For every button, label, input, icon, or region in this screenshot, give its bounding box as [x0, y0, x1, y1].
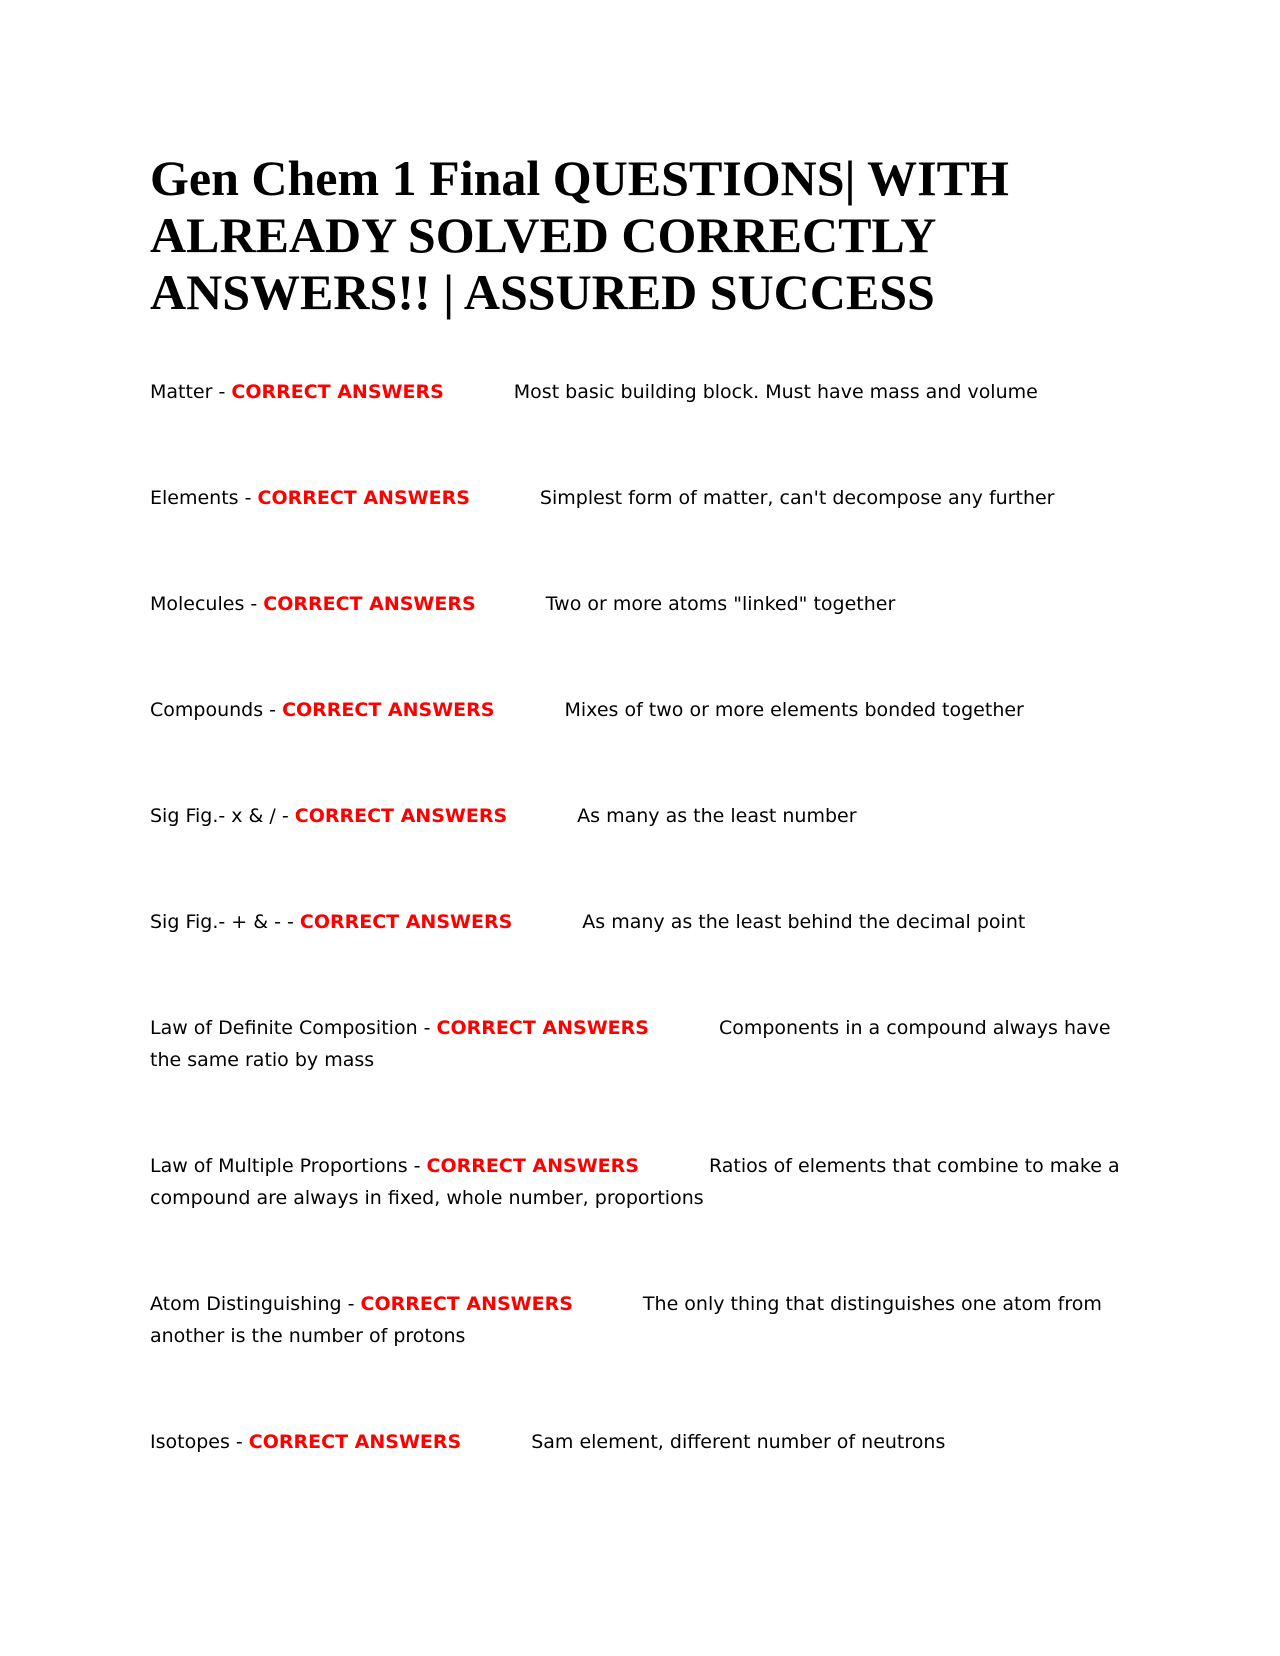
qa-item-isotopes [150, 1426, 1130, 1458]
qa-item-elements [150, 482, 1130, 514]
answer-tag: CORRECT ANSWERS [294, 805, 508, 827]
answer-text: Two or more atoms "linked" together [545, 593, 896, 615]
answer-text: Most basic building block. Must have mass and volume [513, 381, 1038, 403]
title-line: ANSWERS!! | ASSURED SUCCESS [150, 264, 935, 320]
answer-tag: CORRECT ANSWERS [426, 1155, 639, 1177]
answer-tag: CORRECT ANSWERS [263, 593, 476, 615]
qa-item-molecules [150, 588, 1130, 620]
answer-text: Simplest form of matter, can't decompose any further [539, 487, 1055, 509]
term-label: Atom Distinguishing - [150, 1293, 361, 1315]
title-line: ALREADY SOLVED CORRECTLY [150, 207, 937, 263]
term-label: Molecules - [150, 593, 264, 615]
answer-text: The only thing that distinguishes one atom from another is the number of protons [150, 1293, 1102, 1347]
answer-text: Components in a compound always have the same ratio by mass [150, 1017, 1111, 1071]
answer-tag: CORRECT ANSWERS [436, 1017, 649, 1039]
term-label: Matter - [150, 381, 232, 403]
qa-item-compounds [150, 694, 1130, 726]
answer-tag: CORRECT ANSWERS [257, 487, 470, 509]
answer-tag: CORRECT ANSWERS [360, 1293, 573, 1315]
answer-tag: CORRECT ANSWERS [248, 1431, 462, 1453]
term-label: Sig Fig.- x & / - [150, 805, 295, 827]
term-label: Law of Multiple Proportions - [150, 1155, 427, 1177]
answer-text: Mixes of two or more elements bonded together [564, 699, 1024, 721]
qa-item-definite-composition [150, 1012, 1130, 1076]
term-label: Sig Fig.- + & - - [150, 911, 300, 933]
qa-item-atom-distinguishing [150, 1288, 1130, 1352]
qa-item-sig-fig-add [150, 906, 1130, 938]
answer-text: As many as the least behind the decimal point [582, 911, 1026, 933]
qa-item-multiple-proportions [150, 1150, 1130, 1214]
term-label: Law of Definite Composition - [150, 1017, 437, 1039]
document-title [150, 150, 1050, 321]
term-label: Compounds - [150, 699, 283, 721]
answer-text: As many as the least number [577, 805, 857, 827]
term-label: Isotopes - [150, 1431, 249, 1453]
title-line: Gen Chem 1 Final QUESTIONS| WITH [150, 150, 1009, 206]
term-label: Elements - [150, 487, 258, 509]
answer-tag: CORRECT ANSWERS [231, 381, 444, 403]
qa-item-sig-fig-multiply [150, 800, 1130, 832]
answer-text: Sam element, different number of neutrons [531, 1431, 946, 1453]
answer-text: Ratios of elements that combine to make a compound are always in fixed, whole number, proportions [150, 1155, 1120, 1209]
qa-item-matter [150, 376, 1130, 408]
answer-tag: CORRECT ANSWERS [282, 699, 495, 721]
answer-tag: CORRECT ANSWERS [299, 911, 513, 933]
